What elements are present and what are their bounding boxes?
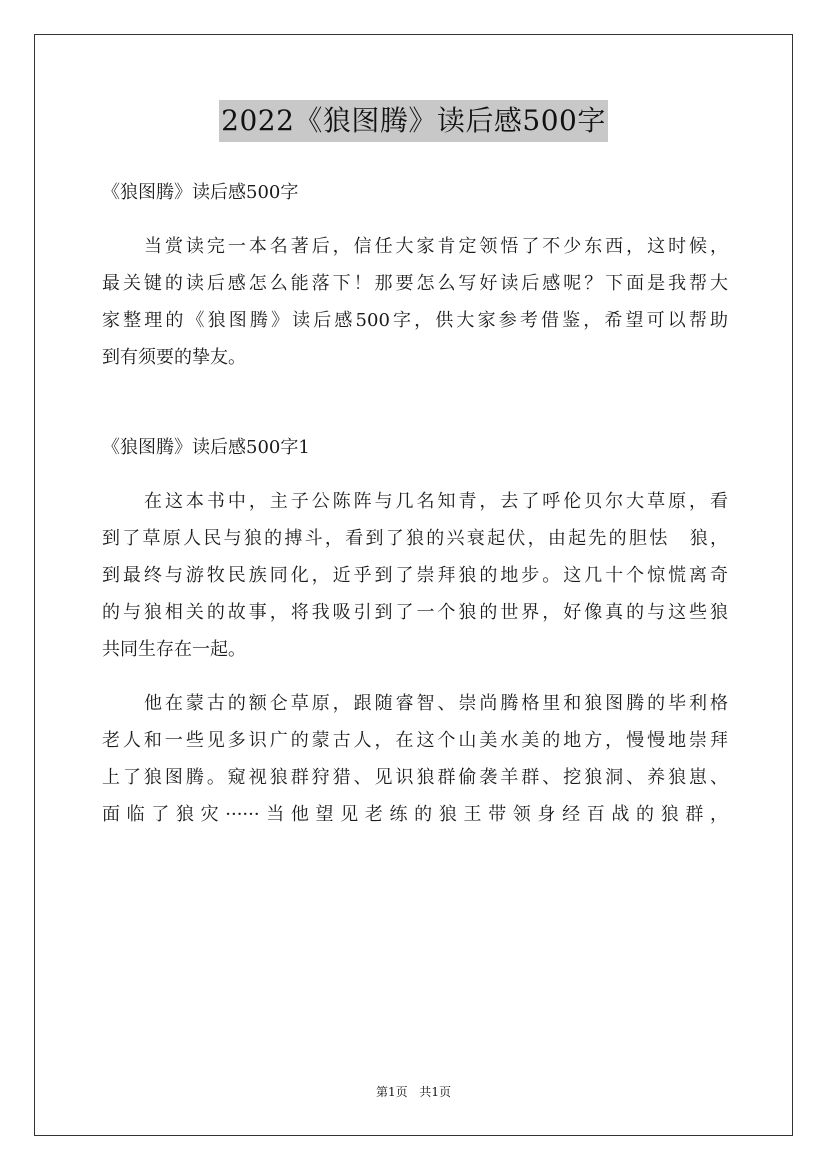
- section-heading: 《狼图腾》读后感500字1: [102, 437, 310, 458]
- paragraph-line: 上了狼图腾。窥视狼群狩猎、见识狼群偷袭羊群、挖狼洞、养狼崽、: [102, 767, 728, 788]
- paragraph-line: 到最终与游牧民族同化，近乎到了崇拜狼的地步。这几十个惊慌离奇: [102, 565, 728, 586]
- intro-paragraph: [102, 228, 728, 376]
- document-body: [102, 174, 728, 850]
- intro-line: 到有须要的挚友。: [102, 347, 246, 368]
- page-number-current: 第1页: [375, 1085, 408, 1099]
- paragraph-line: 共同生存在一起。: [102, 639, 246, 660]
- page-number-total: 共1页: [419, 1085, 452, 1099]
- intro-line: 家整理的《狼图腾》读后感500字，供大家参考借鉴，希望可以帮助: [102, 310, 728, 331]
- document-subtitle: 《狼图腾》读后感500字: [102, 182, 299, 203]
- page-footer: [0, 1083, 827, 1100]
- document-title: 2022《狼图腾》读后感500字: [219, 100, 608, 142]
- paragraph-line: 在这本书中，主子公陈阵与几名知青，去了呼伦贝尔大草原，看: [144, 491, 728, 512]
- paragraph-line: 老人和一些见多识广的蒙古人，在这个山美水美的地方，慢慢地崇拜: [102, 730, 728, 751]
- title-container: [0, 100, 827, 142]
- paragraph-line: 面临了狼灾······当他望见老练的狼王带领身经百战的狼群，: [102, 804, 728, 825]
- section-gap: [102, 393, 728, 429]
- paragraph-line: 到了草原人民与狼的搏斗，看到了狼的兴衰起伏，由起先的胆怯 狼，: [102, 528, 728, 549]
- paragraph-line: 他在蒙古的额仑草原，跟随睿智、崇尚腾格里和狼图腾的毕利格: [144, 693, 728, 714]
- body-paragraph-2: [102, 685, 728, 833]
- intro-line: 当赏读完一本名著后，信任大家肯定领悟了不少东西，这时候，: [144, 236, 728, 257]
- paragraph-line: 的与狼相关的故事，将我吸引到了一个狼的世界，好像真的与这些狼: [102, 602, 728, 623]
- intro-line: 最关键的读后感怎么能落下！那要怎么写好读后感呢？下面是我帮大: [102, 273, 728, 294]
- body-paragraph-1: [102, 483, 728, 668]
